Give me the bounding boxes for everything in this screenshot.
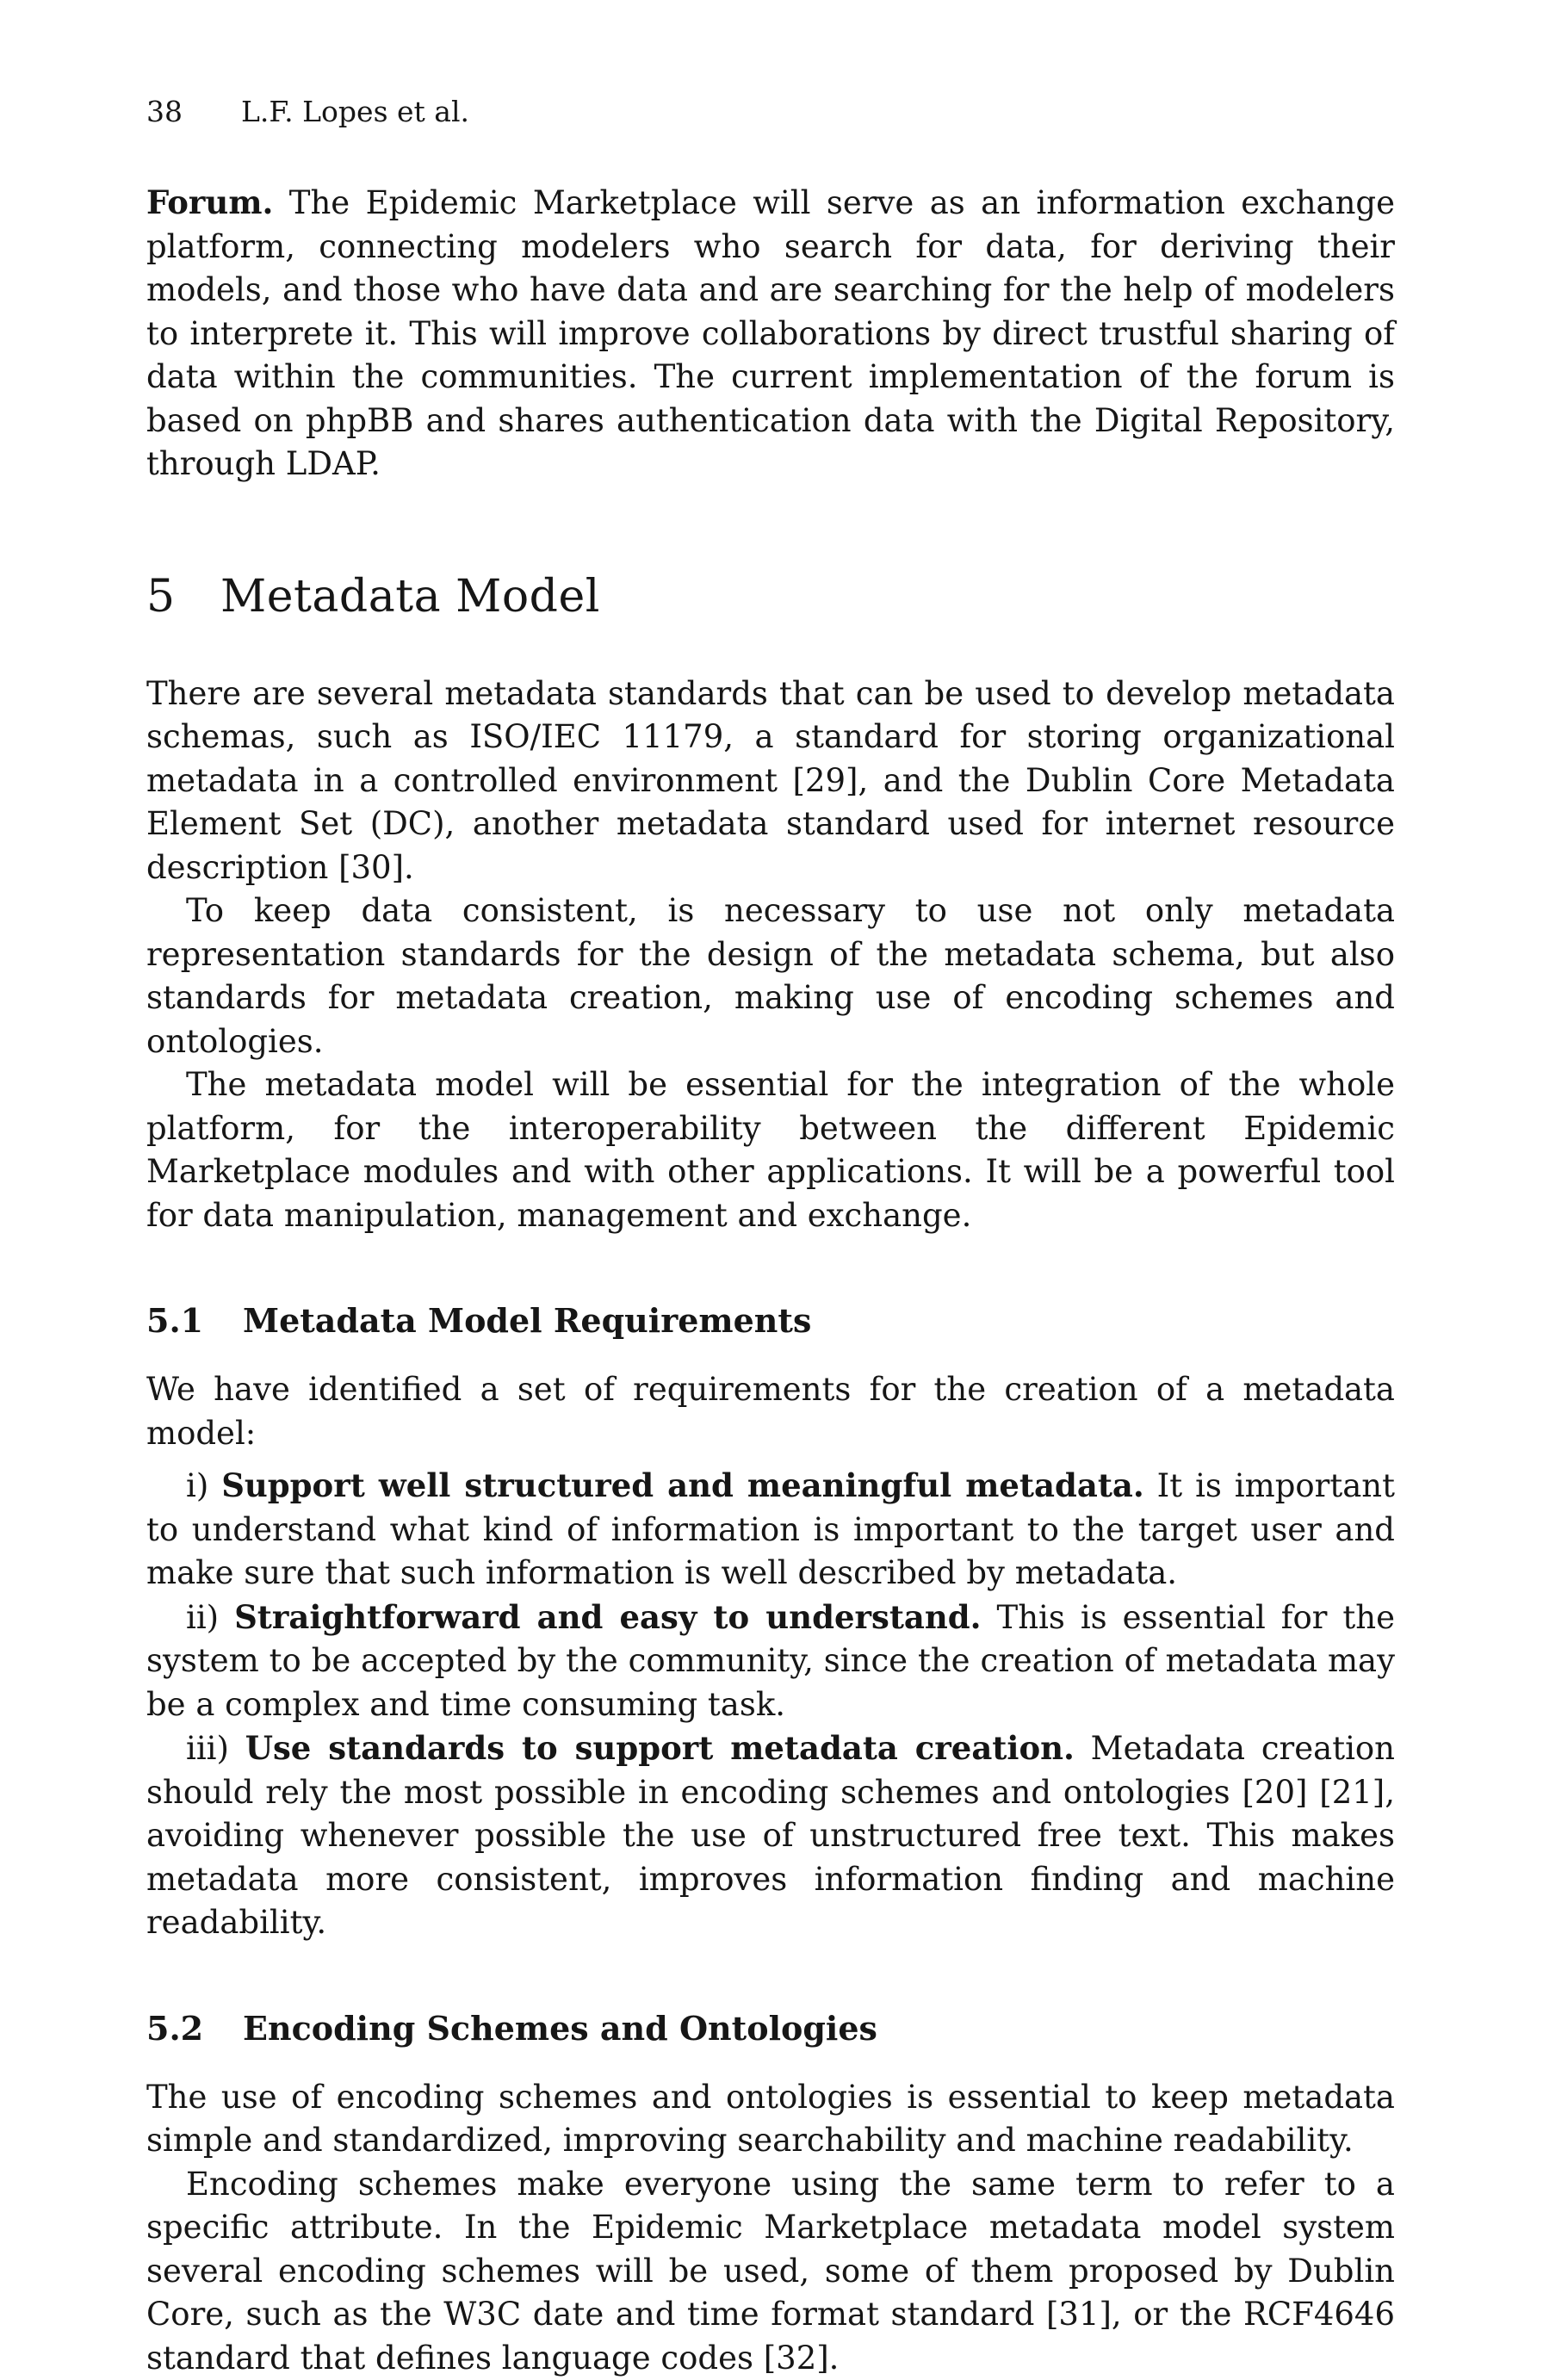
requirement-label: iii) <box>186 1730 245 1767</box>
requirement-1 <box>146 1464 1395 1596</box>
section-5-paragraph-1: There are several metadata standards that can be used to develop metadata schemas, such as ISO/IEC 11179, a standard for storing organizational metadata in a controlled environment [29], and the Dublin Core Metadata Element Set (DC), another metadata standard used for internet resource description [30]. <box>146 672 1395 890</box>
requirement-label: ii) <box>186 1599 234 1636</box>
requirement-title: Support well structured and meaningful metadata. <box>221 1466 1144 1504</box>
forum-runin-heading: Forum. <box>146 183 273 221</box>
section-5-heading <box>146 569 1395 624</box>
section-number: 5 <box>146 569 220 624</box>
requirement-text: Metadata creation should rely the most possible in encoding schemes and ontologies [20] [21], avoiding whenever possible the use of unstructured free text. This makes metadata more consistent, improves information finding and machine readability. <box>146 1730 1395 1941</box>
requirement-3 <box>146 1726 1395 1945</box>
forum-text: The Epidemic Marketplace will serve as an information exchange platform, connecting modelers who search for data, for deriving their models, and those who have data and are searching for the help of modelers to interprete it. This will improve collaborations by direct trustful sharing of data within the communities. The current implementation of the forum is based on phpBB and shares authentication data with the Digital Repository, through LDAP. <box>146 184 1395 482</box>
running-head <box>146 95 1395 129</box>
requirement-text: This is essential for the system to be accepted by the community, since the creation of metadata may be a complex and time consuming task. <box>146 1599 1395 1723</box>
page <box>146 95 1395 2380</box>
requirement-title: Use standards to support metadata creation. <box>245 1729 1075 1767</box>
requirement-text: It is important to understand what kind of information is important to the target user and make sure that such information is well described by metadata. <box>146 1467 1395 1591</box>
subsection-5-1-heading <box>146 1299 1395 1342</box>
requirement-label: i) <box>186 1467 221 1504</box>
requirements-intro: We have identified a set of requirements for the creation of a metadata model: <box>146 1368 1395 1455</box>
section-5-paragraph-2: To keep data consistent, is necessary to use not only metadata representation standards for the design of the metadata schema, but also standards for metadata creation, making use of encoding schemes and ontologies. <box>146 889 1395 1063</box>
requirement-2 <box>146 1596 1395 1727</box>
page-number: 38 <box>146 95 241 129</box>
subsection-number: 5.2 <box>146 2007 243 2050</box>
subsection-title: Metadata Model Requirements <box>243 1301 811 1340</box>
forum-paragraph <box>146 181 1395 487</box>
requirement-title: Straightforward and easy to understand. <box>234 1598 981 1636</box>
running-head-authors: L.F. Lopes et al. <box>241 95 469 128</box>
section-title: Metadata Model <box>220 571 600 623</box>
subsection-5-2-heading <box>146 2007 1395 2050</box>
section-5-paragraph-3: The metadata model will be essential for the integration of the whole platform, for the interoperability between the different Epidemic Marketplace modules and with other applications. It will be a powerful tool for data manipulation, management and exchange. <box>146 1063 1395 1237</box>
subsection-title: Encoding Schemes and Ontologies <box>243 2009 877 2048</box>
section-5-2-paragraph-1: The use of encoding schemes and ontologies is essential to keep metadata simple and standardized, improving searchability and machine readability. <box>146 2076 1395 2163</box>
section-5-2-paragraph-2: Encoding schemes make everyone using the same term to refer to a specific attribute. In the Epidemic Marketplace metadata model system several encoding schemes will be used, some of them proposed by Dublin Core, such as the W3C date and time format standard [31], or the RCF4646 standard that defines language codes [32]. <box>146 2163 1395 2380</box>
subsection-number: 5.1 <box>146 1299 243 1342</box>
